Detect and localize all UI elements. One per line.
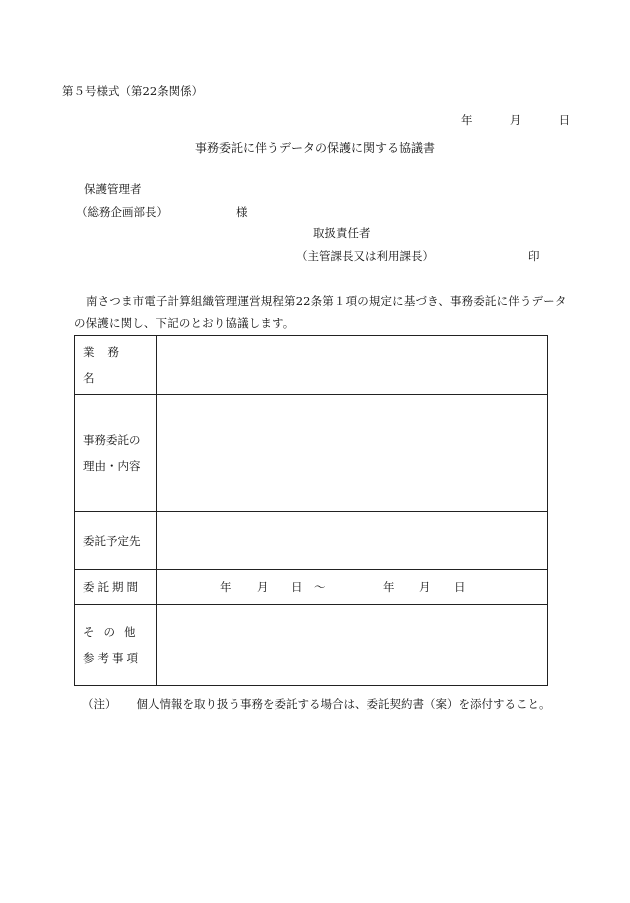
body-paragraph: 南さつま市電子計算組織管理運営規程第22条第１項の規定に基づき、事務委託に伴うデータの保護に関し、下記のとおり協議します。 [74, 294, 567, 330]
agreement-table [74, 335, 548, 686]
field-business-name[interactable] [157, 336, 548, 395]
period-day1: 日 [291, 580, 303, 594]
label-remarks-line1: その他 [83, 625, 145, 639]
period-month1: 月 [257, 580, 269, 594]
sender-title: 取扱責任者 [313, 226, 371, 240]
row-business-name [75, 336, 548, 395]
document-title: 事務委託に伴うデータの保護に関する協議書 [194, 141, 435, 155]
row-remarks [75, 605, 548, 686]
period-year1: 年 [220, 580, 232, 594]
footnote [82, 696, 551, 712]
date-year: 年 [461, 113, 473, 127]
row-reason [75, 395, 548, 512]
label-remarks-line2: 参考事項 [83, 651, 141, 665]
field-period[interactable] [157, 570, 548, 605]
label-remarks [75, 605, 157, 686]
label-reason [75, 395, 157, 512]
row-period [75, 570, 548, 605]
label-reason-line1: 事務委託の [83, 433, 141, 447]
addressee-honorific: 様 [236, 205, 248, 219]
date-month: 月 [509, 113, 522, 127]
period-month2: 月 [419, 580, 431, 594]
label-contractor: 委託予定先 [75, 512, 157, 570]
row-contractor [75, 512, 548, 570]
period-year2: 年 [383, 580, 395, 594]
form-number: 第５号様式（第22条関係） [62, 84, 204, 98]
addressee-dept: （総務企画部長） [76, 205, 168, 219]
note-mark: （注） [82, 697, 117, 711]
seal-mark: 印 [528, 249, 540, 263]
field-reason[interactable] [157, 395, 548, 512]
period-tilde: ～ [314, 580, 326, 594]
note-text: 個人情報を取り扱う事務を委託する場合は、委託契約書（案）を添付すること。 [136, 697, 551, 711]
field-contractor[interactable] [157, 512, 548, 570]
label-business-name: 業務名 [75, 336, 157, 395]
period-day2: 日 [454, 580, 466, 594]
label-reason-line2: 理由・内容 [83, 459, 141, 473]
label-period: 委託期間 [75, 570, 157, 605]
date-line [461, 112, 570, 128]
date-day: 日 [558, 113, 571, 127]
sender-dept: （主管課長又は利用課長） [296, 249, 434, 263]
addressee-title: 保護管理者 [84, 182, 142, 196]
field-remarks[interactable] [157, 605, 548, 686]
